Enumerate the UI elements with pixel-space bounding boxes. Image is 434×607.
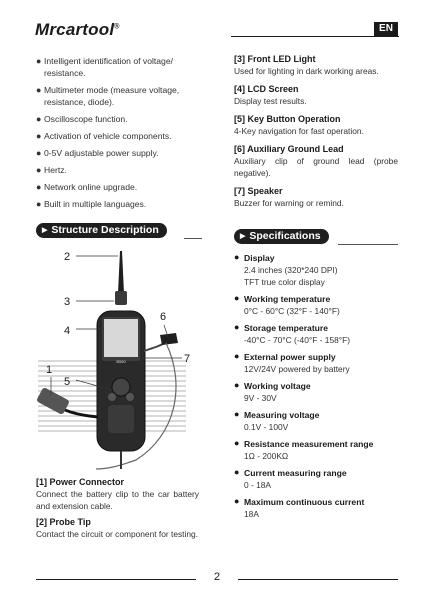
feature-item: ● Multimeter mode (measure voltage, resistance, diode). bbox=[36, 85, 180, 107]
spec-item: ● Measuring voltage 0.1V - 100V bbox=[234, 409, 400, 433]
structure-items-right bbox=[234, 53, 398, 215]
language-badge: EN bbox=[374, 22, 398, 36]
spec-item: ● Working voltage 9V - 30V bbox=[234, 380, 400, 404]
button-pad bbox=[112, 378, 130, 396]
feature-item: ● Built in multiple languages. bbox=[36, 199, 147, 209]
callout-2: 2 bbox=[64, 251, 71, 263]
spec-item: ● Storage temperature -40°C - 70°C (-40°F - 158°F) bbox=[234, 322, 400, 346]
callout-6: 6 bbox=[160, 311, 167, 323]
header-divider bbox=[231, 36, 399, 37]
structure-heading-rule bbox=[184, 238, 202, 239]
callout-1: 1 bbox=[46, 364, 53, 376]
speaker-grille bbox=[108, 405, 134, 433]
callout-4: 4 bbox=[64, 325, 71, 337]
item-title: [1] Power Connector bbox=[36, 477, 125, 487]
callout-5: 5 bbox=[64, 376, 71, 388]
spec-value: 2.4 inches (320*240 DPI) bbox=[244, 265, 338, 275]
spec-value: 0°C - 60°C (32°F - 140°F) bbox=[244, 306, 340, 316]
spec-title: Display bbox=[244, 253, 275, 263]
spec-item: ● Display 2.4 inches (320*240 DPI) TFT true color display bbox=[234, 252, 400, 288]
item-body: 4-Key navigation for fast operation. bbox=[234, 126, 364, 136]
spec-title: Current measuring range bbox=[244, 468, 347, 478]
specifications-heading-rule bbox=[338, 244, 398, 245]
item-title: [2] Probe Tip bbox=[36, 517, 91, 527]
feature-item: ● 0-5V adjustable power supply. bbox=[36, 148, 159, 158]
spec-value: TFT true color display bbox=[244, 277, 325, 287]
item-body: Connect the battery clip to the car battery and extension cable. bbox=[36, 489, 199, 511]
spec-item: ● Working temperature 0°C - 60°C (32°F - 140°F) bbox=[234, 293, 400, 317]
item-title: [7] Speaker bbox=[234, 186, 283, 196]
specifications-list bbox=[234, 252, 400, 525]
callout-7: 7 bbox=[184, 353, 191, 365]
spec-title: Storage temperature bbox=[244, 323, 329, 333]
brand-logo: Mrcartool® bbox=[35, 20, 120, 39]
item-body: Display test results. bbox=[234, 96, 307, 106]
spec-value: 0.1V - 100V bbox=[244, 422, 289, 432]
spec-item: ● External power supply 12V/24V powered by battery bbox=[234, 351, 400, 375]
probe-tip bbox=[118, 251, 124, 293]
spec-title: Working temperature bbox=[244, 294, 331, 304]
spec-value: 12V/24V powered by battery bbox=[244, 364, 350, 374]
spec-value: 9V - 30V bbox=[244, 393, 277, 403]
callout-3: 3 bbox=[64, 296, 71, 308]
structure-items-left bbox=[36, 476, 199, 544]
spec-title: External power supply bbox=[244, 352, 336, 362]
structure-heading: ▶ Structure Description bbox=[36, 223, 167, 238]
spec-item: ● Current measuring range 0 - 18A bbox=[234, 467, 400, 491]
button-right bbox=[126, 393, 134, 401]
spec-value: 0 - 18A bbox=[244, 480, 272, 490]
spec-value: 18A bbox=[244, 509, 259, 519]
device-model-label: B550 bbox=[116, 359, 126, 364]
ground-clip bbox=[160, 333, 178, 345]
lcd-screen bbox=[104, 319, 138, 357]
item-title: [6] Auxiliary Ground Lead bbox=[234, 144, 344, 154]
item-body: Auxiliary clip of ground lead (probe negative). bbox=[234, 156, 398, 178]
spec-title: Resistance measurement range bbox=[244, 439, 374, 449]
item-title: [5] Key Button Operation bbox=[234, 114, 341, 124]
spec-item: ● Maximum continuous current 18A bbox=[234, 496, 400, 520]
specifications-heading: ▶ Specifications bbox=[234, 229, 329, 244]
footer-rule-left bbox=[36, 579, 196, 580]
spec-item: ● Resistance measurement range 1Ω - 200KΩ bbox=[234, 438, 400, 462]
ground-lead bbox=[144, 343, 164, 351]
spec-value: -40°C - 70°C (-40°F - 158°F) bbox=[244, 335, 351, 345]
feature-item: ● Network online upgrade. bbox=[36, 182, 138, 192]
page-number: 2 bbox=[213, 571, 221, 583]
feature-item: ● Activation of vehicle components. bbox=[36, 131, 172, 141]
spec-title: Measuring voltage bbox=[244, 410, 320, 420]
item-body: Buzzer for warning or remind. bbox=[234, 198, 344, 208]
item-title: [3] Front LED Light bbox=[234, 54, 316, 64]
item-title: [4] LCD Screen bbox=[234, 84, 299, 94]
probe-collar bbox=[115, 291, 127, 305]
button-left bbox=[108, 393, 116, 401]
structure-diagram bbox=[36, 245, 202, 470]
feature-list bbox=[36, 55, 206, 215]
item-body: Contact the circuit or component for testing. bbox=[36, 529, 198, 539]
spec-title: Maximum continuous current bbox=[244, 497, 365, 507]
spec-value: 1Ω - 200KΩ bbox=[244, 451, 289, 461]
feature-item: ● Oscilloscope function. bbox=[36, 114, 128, 124]
feature-item: ● Hertz. bbox=[36, 165, 67, 175]
item-body: Used for lighting in dark working areas. bbox=[234, 66, 379, 76]
spec-title: Working voltage bbox=[244, 381, 311, 391]
feature-item: ● Intelligent identification of voltage/ resistance. bbox=[36, 56, 173, 78]
footer-rule-right bbox=[238, 579, 398, 580]
